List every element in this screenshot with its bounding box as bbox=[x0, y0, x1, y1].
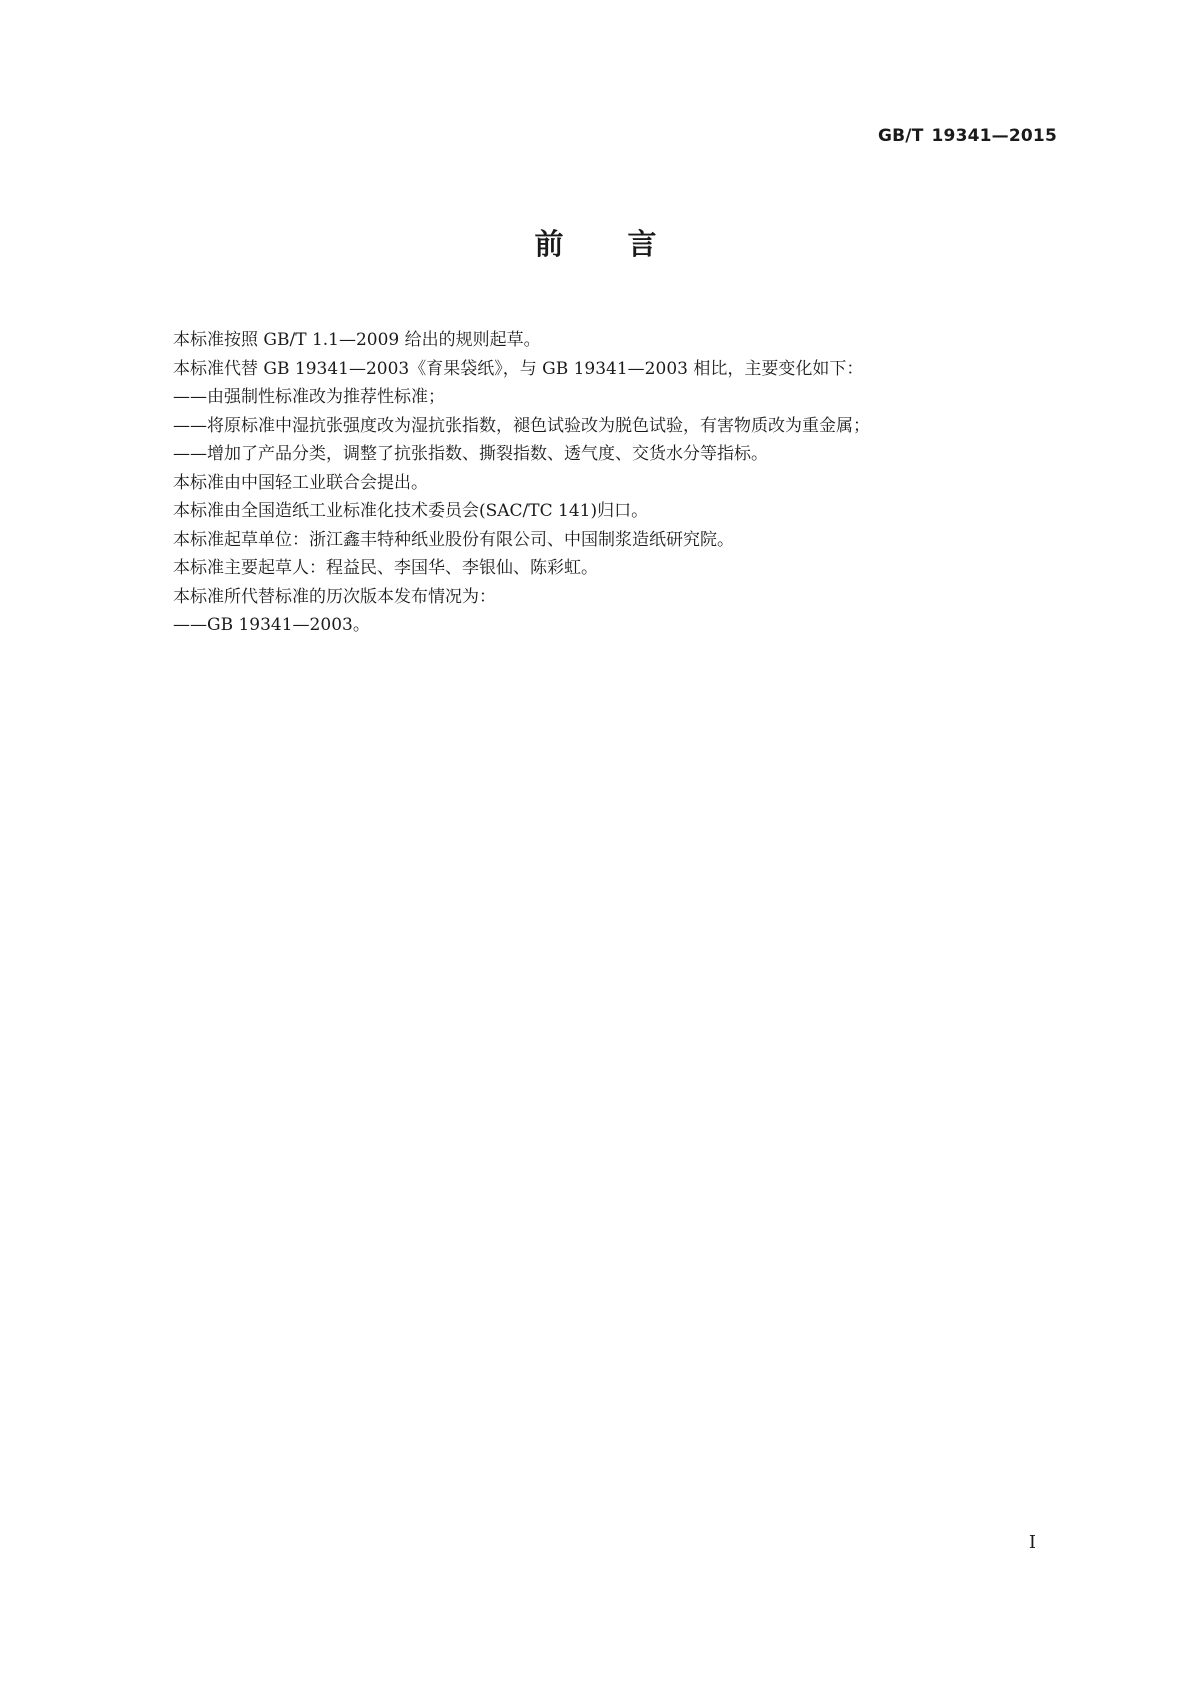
standard-code-prefix: GB/T bbox=[878, 126, 924, 146]
page-number: I bbox=[1028, 1532, 1036, 1553]
paragraph-previous-editions: 本标准所代替标准的历次版本发布情况为： bbox=[173, 586, 496, 607]
list-item-change: ——增加了产品分类，调整了抗张指数、撕裂指数、透气度、交货水分等指标。 bbox=[173, 444, 768, 464]
foreword-body bbox=[173, 326, 1053, 640]
standard-code bbox=[878, 126, 1057, 146]
list-item-previous-edition: ——GB 19341—2003。 bbox=[173, 615, 370, 635]
paragraph-proposed-by: 本标准由中国轻工业联合会提出。 bbox=[173, 472, 428, 493]
paragraph-drafting-rules: 本标准按照 GB/T 1.1—2009 给出的规则起草。 bbox=[173, 330, 541, 350]
page-title: 前言 bbox=[534, 227, 721, 261]
list-item-change: ——将原标准中湿抗张强度改为湿抗张指数，褪色试验改为脱色试验，有害物质改为重金属； bbox=[173, 415, 870, 436]
standard-code-number: 19341—2015 bbox=[931, 126, 1057, 146]
paragraph-administered-by: 本标准由全国造纸工业标准化技术委员会(SAC/TC 141)归口。 bbox=[173, 501, 649, 521]
paragraph-drafting-units: 本标准起草单位：浙江鑫丰特种纸业股份有限公司、中国制浆造纸研究院。 bbox=[173, 529, 734, 550]
paragraph-replaces: 本标准代替 GB 19341—2003《育果袋纸》，与 GB 19341—2003 相比，主要变化如下： bbox=[173, 358, 864, 379]
list-item-change: ——由强制性标准改为推荐性标准； bbox=[173, 387, 445, 407]
paragraph-drafters: 本标准主要起草人：程益民、李国华、李银仙、陈彩虹。 bbox=[173, 558, 598, 578]
